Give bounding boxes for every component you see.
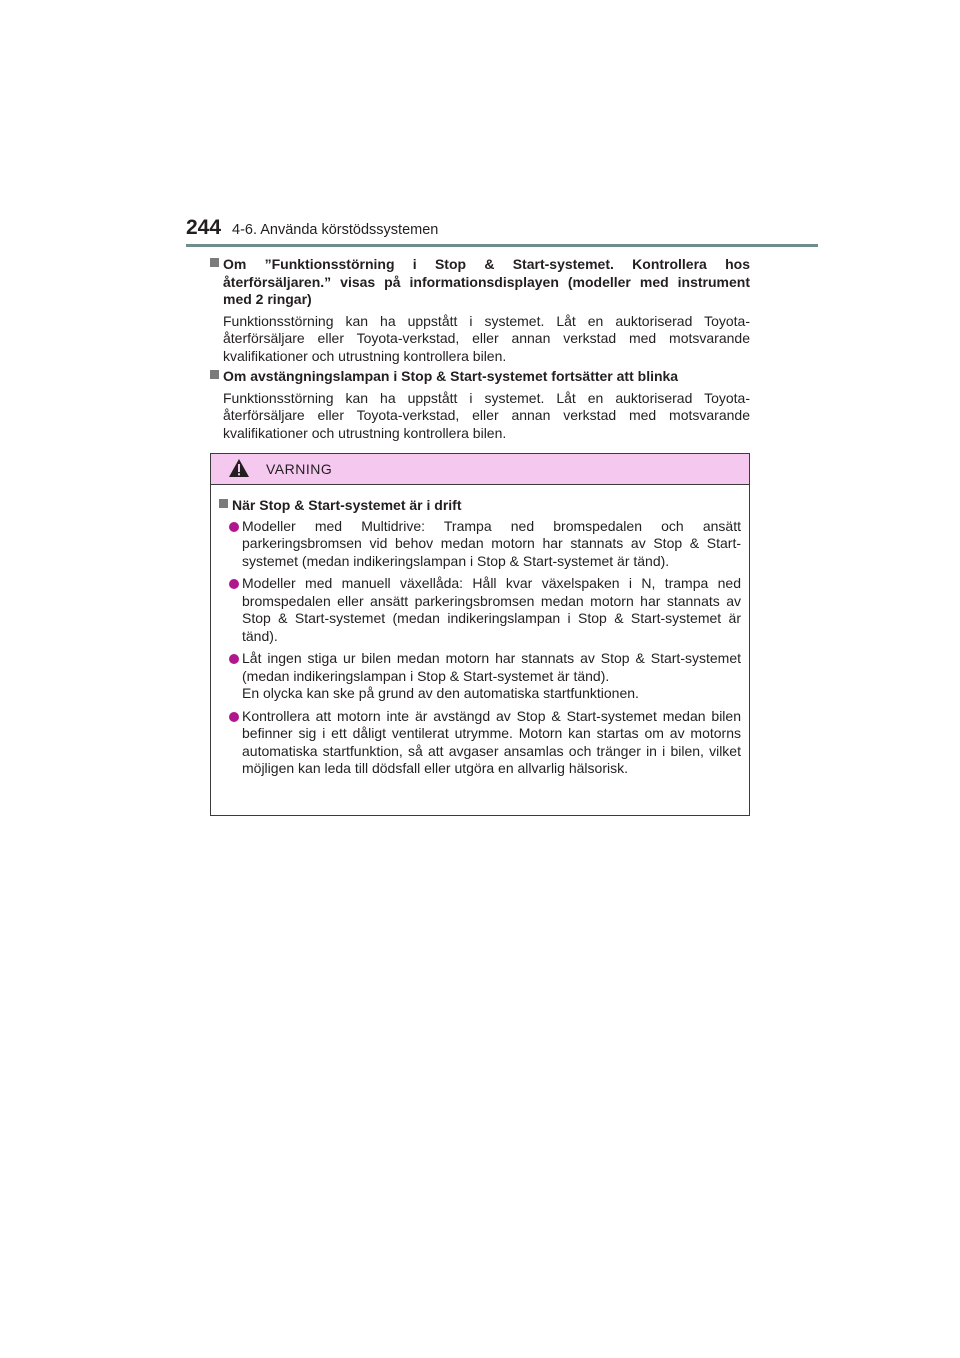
square-bullet-icon <box>210 256 223 309</box>
bullet-dot-icon <box>229 518 242 571</box>
list-item-text: Kontrollera att motorn inte är avstängd av Stop & Start-systemet medan bilen befinner sig i ett dåligt ventilerat utrymme. Motorn kan startas om av motorns automatiska startfunktion, så att avgaser ansamlas och tränger in i bilen, vilket möjligen kan leda till dödsfall eller utgöra en allvarlig hälsorisk. <box>242 707 741 776</box>
section-heading: Om avstängningslampan i Stop & Start-systemet fortsätter att blinka <box>223 368 679 384</box>
page-number: 244 <box>186 216 222 239</box>
list-item-text: Låt ingen stiga ur bilen medan motorn har stannats av Stop & Start-systemet (medan indikeringslampan i Stop & Start-systemet är tänd). <box>242 650 741 684</box>
square-bullet-icon <box>210 368 223 386</box>
bullet-dot-icon <box>229 650 242 703</box>
main-content <box>210 256 750 445</box>
section-body: Funktionsstörning kan ha uppstått i systemet. Låt en auktoriserad Toyota-återförsäljare eller Toyota-verkstad, eller annan verkstad med motsvarande kvalifikationer och utrustning kontrollera bilen. <box>223 312 750 364</box>
warning-heading: När Stop & Start-systemet är i drift <box>232 497 462 513</box>
section-body: Funktionsstörning kan ha uppstått i systemet. Låt en auktoriserad Toyota-återförsäljare eller Toyota-verkstad, eller annan verkstad med motsvarande kvalifikationer och utrustning kontrollera bilen. <box>223 389 750 441</box>
header-divider <box>186 244 818 247</box>
list-item-text: Modeller med Multidrive: Trampa ned bromspedalen och ansätt parkeringsbromsen vid behov medan motorn har stannats av Stop & Start-systemet (medan indikeringslampan i Stop & Start-systemet är tänd). <box>242 517 741 569</box>
square-bullet-icon <box>219 497 232 515</box>
section-functional-error <box>210 256 750 365</box>
list-item <box>229 708 741 778</box>
warning-body <box>211 485 749 778</box>
list-item <box>229 650 741 703</box>
warning-box <box>210 453 750 816</box>
list-item <box>229 575 741 645</box>
bullet-dot-icon <box>229 575 242 645</box>
list-item <box>229 518 741 571</box>
warning-triangle-icon <box>228 458 250 478</box>
list-item-note: En olycka kan ske på grund av den automatiska startfunktionen. <box>242 685 639 701</box>
section-heading: Om ”Funktionsstörning i Stop & Start-systemet. Kontrollera hos återförsäljaren.” visas på informationsdisplayen (modeller med instrument med 2 ringar) <box>223 256 750 307</box>
page-header <box>186 216 818 248</box>
warning-header <box>211 454 749 485</box>
bullet-dot-icon <box>229 708 242 778</box>
list-item-text: Modeller med manuell växellåda: Håll kvar växelspaken i N, trampa ned bromspedalen eller ansätt parkeringsbromsen medan motorn har stannats av Stop & Start-systemet (medan indikeringslampan i Stop & Start-systemet är tänd). <box>242 575 741 644</box>
warning-title: VARNING <box>266 461 333 477</box>
section-lamp-blinking <box>210 368 750 442</box>
chapter-title: 4-6. Använda körstödssystemen <box>232 222 439 238</box>
